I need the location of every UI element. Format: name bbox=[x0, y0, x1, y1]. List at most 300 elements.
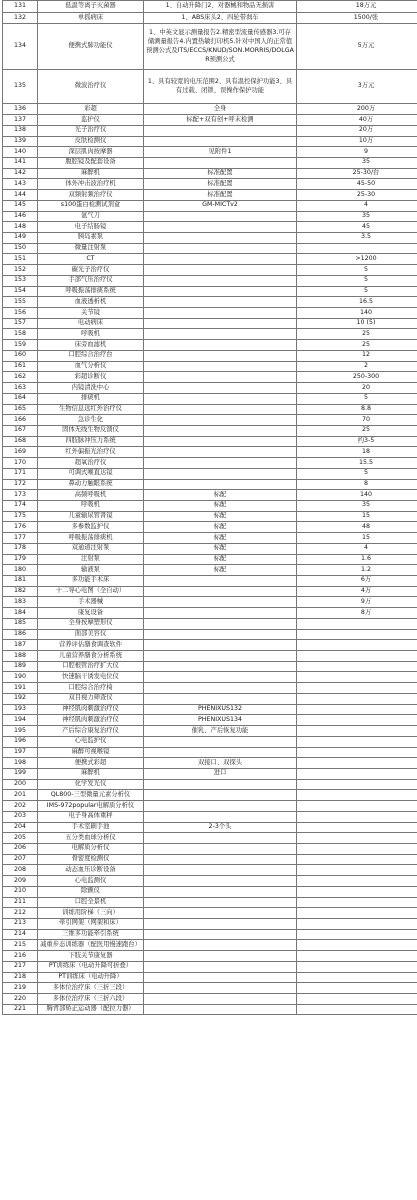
spec-cell bbox=[144, 994, 297, 1005]
table-row bbox=[3, 479, 417, 490]
row-number-cell: 153 bbox=[3, 275, 38, 286]
row-number-cell: 152 bbox=[3, 265, 38, 276]
spec-cell bbox=[144, 308, 297, 319]
row-number-cell: 164 bbox=[3, 393, 38, 404]
price-cell: 6万 bbox=[297, 576, 417, 587]
row-number-cell: 190 bbox=[3, 672, 38, 683]
equipment-name-cell: 呼吸机 bbox=[38, 500, 144, 511]
table-row bbox=[3, 136, 417, 147]
price-cell: 70 bbox=[297, 415, 417, 426]
spec-cell bbox=[144, 211, 297, 222]
spec-cell: 标准配置 bbox=[144, 168, 297, 179]
price-cell: 35 bbox=[297, 157, 417, 168]
row-number-cell: 202 bbox=[3, 801, 38, 812]
spec-cell bbox=[144, 479, 297, 490]
price-cell: 35 bbox=[297, 500, 417, 511]
spec-cell: 标配 bbox=[144, 554, 297, 565]
price-cell: 4 bbox=[297, 200, 417, 211]
price-cell: 18 bbox=[297, 447, 417, 458]
spec-cell bbox=[144, 651, 297, 662]
table-row bbox=[3, 147, 417, 158]
equipment-name-cell: 麻醉机 bbox=[38, 768, 144, 779]
spec-cell bbox=[144, 790, 297, 801]
spec-cell: 标配+双有创+呼末检测 bbox=[144, 115, 297, 126]
equipment-name-cell: 皮肤检测仪 bbox=[38, 136, 144, 147]
equipment-name-cell: 儿童营养膳食分析系统 bbox=[38, 651, 144, 662]
row-number-cell: 134 bbox=[3, 24, 38, 70]
row-number-cell: 181 bbox=[3, 576, 38, 587]
table-row bbox=[3, 683, 417, 694]
price-cell bbox=[297, 908, 417, 919]
equipment-name-cell: 牵引网架（网架和床） bbox=[38, 919, 144, 930]
price-cell bbox=[297, 961, 417, 972]
equipment-name-cell: 排痰机 bbox=[38, 393, 144, 404]
equipment-name-cell: 双目视力筛查仪 bbox=[38, 693, 144, 704]
equipment-name-cell: 快速脑干诱发电位仪 bbox=[38, 672, 144, 683]
table-row bbox=[3, 940, 417, 951]
table-row bbox=[3, 511, 417, 522]
equipment-name-cell: 体外冲击波治疗机 bbox=[38, 179, 144, 190]
spec-cell bbox=[144, 661, 297, 672]
equipment-name-cell: 关节镜 bbox=[38, 308, 144, 319]
equipment-name-cell: 十二导心电图（全自动） bbox=[38, 586, 144, 597]
spec-cell bbox=[144, 233, 297, 244]
price-cell: 140 bbox=[297, 490, 417, 501]
spec-cell bbox=[144, 436, 297, 447]
price-cell: 1.6 bbox=[297, 554, 417, 565]
equipment-name-cell: 产后综合康复治疗仪 bbox=[38, 726, 144, 737]
price-cell bbox=[297, 693, 417, 704]
equipment-name-cell: 微量注射泵 bbox=[38, 243, 144, 254]
row-number-cell: 180 bbox=[3, 565, 38, 576]
row-number-cell: 131 bbox=[3, 1, 38, 13]
price-cell: 18万元 bbox=[297, 1, 417, 13]
equipment-name-cell: 多参数监护仪 bbox=[38, 522, 144, 533]
row-number-cell: 132 bbox=[3, 13, 38, 24]
equipment-name-cell: 四肢脉冲压力系统 bbox=[38, 436, 144, 447]
row-number-cell: 217 bbox=[3, 961, 38, 972]
row-number-cell: 171 bbox=[3, 468, 38, 479]
row-number-cell: 138 bbox=[3, 125, 38, 136]
equipment-name-cell: 注射泵 bbox=[38, 554, 144, 565]
spec-cell bbox=[144, 908, 297, 919]
equipment-name-cell: s100蛋白检测试剂盒 bbox=[38, 200, 144, 211]
spec-cell bbox=[144, 640, 297, 651]
price-cell: 25 bbox=[297, 340, 417, 351]
row-number-cell: 215 bbox=[3, 940, 38, 951]
spec-cell: 标配 bbox=[144, 500, 297, 511]
price-cell: 5 bbox=[297, 468, 417, 479]
spec-cell bbox=[144, 458, 297, 469]
table-row bbox=[3, 522, 417, 533]
equipment-name-cell: 血液透析机 bbox=[38, 297, 144, 308]
equipment-table bbox=[2, 0, 417, 1015]
price-cell bbox=[297, 886, 417, 897]
row-number-cell: 195 bbox=[3, 726, 38, 737]
price-cell bbox=[297, 854, 417, 865]
spec-cell: 标配 bbox=[144, 543, 297, 554]
equipment-name-cell: 双通道注射泵 bbox=[38, 543, 144, 554]
row-number-cell: 210 bbox=[3, 886, 38, 897]
price-cell: 约3-5 bbox=[297, 436, 417, 447]
price-cell bbox=[297, 919, 417, 930]
table-row bbox=[3, 961, 417, 972]
spec-cell bbox=[144, 157, 297, 168]
equipment-name-cell: 手术室刷手池 bbox=[38, 822, 144, 833]
price-cell: 20 bbox=[297, 383, 417, 394]
table-row bbox=[3, 854, 417, 865]
equipment-name-cell: CT bbox=[38, 254, 144, 265]
price-cell: 5 bbox=[297, 393, 417, 404]
table-row bbox=[3, 640, 417, 651]
row-number-cell: 205 bbox=[3, 833, 38, 844]
table-row bbox=[3, 157, 417, 168]
table-row bbox=[3, 972, 417, 983]
table-row bbox=[3, 833, 417, 844]
table-row bbox=[3, 415, 417, 426]
table-row bbox=[3, 190, 417, 201]
equipment-name-cell: 监护仪 bbox=[38, 115, 144, 126]
row-number-cell: 221 bbox=[3, 1004, 38, 1015]
table-row bbox=[3, 811, 417, 822]
spec-cell bbox=[144, 608, 297, 619]
price-cell: 8 bbox=[297, 479, 417, 490]
price-cell bbox=[297, 768, 417, 779]
row-number-cell: 183 bbox=[3, 597, 38, 608]
table-row bbox=[3, 297, 417, 308]
row-number-cell: 168 bbox=[3, 436, 38, 447]
table-row bbox=[3, 672, 417, 683]
equipment-name-cell: 胰岛素泵 bbox=[38, 233, 144, 244]
row-number-cell: 206 bbox=[3, 843, 38, 854]
equipment-name-cell: 呼吸振荡排痰机 bbox=[38, 533, 144, 544]
equipment-name-cell: 心电监测仪 bbox=[38, 876, 144, 887]
price-cell bbox=[297, 758, 417, 769]
spec-cell bbox=[144, 447, 297, 458]
price-cell: 4万 bbox=[297, 586, 417, 597]
spec-cell bbox=[144, 897, 297, 908]
table-row bbox=[3, 265, 417, 276]
price-cell: 140 bbox=[297, 308, 417, 319]
equipment-name-cell: 腹腔镜及配套设备 bbox=[38, 157, 144, 168]
row-number-cell: 197 bbox=[3, 747, 38, 758]
spec-cell: 催乳、产后恢复功能 bbox=[144, 726, 297, 737]
price-cell bbox=[297, 736, 417, 747]
table-row bbox=[3, 404, 417, 415]
equipment-name-cell: 便携式肺功能仪 bbox=[38, 24, 144, 70]
row-number-cell: 194 bbox=[3, 715, 38, 726]
spec-cell: 双接口、双探头 bbox=[144, 758, 297, 769]
spec-cell: 2-3个头 bbox=[144, 822, 297, 833]
table-row bbox=[3, 586, 417, 597]
equipment-name-cell: 全身按摩塑形仪 bbox=[38, 618, 144, 629]
price-cell: 8万 bbox=[297, 608, 417, 619]
equipment-name-cell: 光子治疗仪 bbox=[38, 125, 144, 136]
equipment-name-cell: 口腔综合治疗台 bbox=[38, 350, 144, 361]
price-cell bbox=[297, 972, 417, 983]
spec-cell bbox=[144, 254, 297, 265]
spec-cell bbox=[144, 275, 297, 286]
row-number-cell: 174 bbox=[3, 500, 38, 511]
row-number-cell: 173 bbox=[3, 490, 38, 501]
equipment-name-cell: IMS-972popular电解质分析仪 bbox=[38, 801, 144, 812]
spec-cell bbox=[144, 222, 297, 233]
equipment-name-cell: 口腔根管治疗扩大仪 bbox=[38, 661, 144, 672]
row-number-cell: 178 bbox=[3, 543, 38, 554]
price-cell bbox=[297, 951, 417, 962]
spec-cell bbox=[144, 629, 297, 640]
price-cell: 40万 bbox=[297, 115, 417, 126]
price-cell: 250-300 bbox=[297, 372, 417, 383]
spec-cell bbox=[144, 683, 297, 694]
price-cell bbox=[297, 940, 417, 951]
row-number-cell: 140 bbox=[3, 147, 38, 158]
row-number-cell: 170 bbox=[3, 458, 38, 469]
row-number-cell: 144 bbox=[3, 190, 38, 201]
table-row bbox=[3, 704, 417, 715]
price-cell bbox=[297, 865, 417, 876]
table-row bbox=[3, 125, 417, 136]
spec-cell: 全身 bbox=[144, 104, 297, 115]
table-row bbox=[3, 608, 417, 619]
equipment-name-cell: 单摇病床 bbox=[38, 13, 144, 24]
equipment-name-cell: 胸背部矫正运动器（配拉力器） bbox=[38, 1004, 144, 1015]
price-cell: 48 bbox=[297, 522, 417, 533]
row-number-cell: 141 bbox=[3, 157, 38, 168]
price-cell bbox=[297, 683, 417, 694]
table-row bbox=[3, 436, 417, 447]
row-number-cell: 142 bbox=[3, 168, 38, 179]
row-number-cell: 208 bbox=[3, 865, 38, 876]
table-row bbox=[3, 318, 417, 329]
price-cell: 25 bbox=[297, 329, 417, 340]
row-number-cell: 218 bbox=[3, 972, 38, 983]
spec-cell bbox=[144, 779, 297, 790]
table-row bbox=[3, 629, 417, 640]
equipment-name-cell: 输液泵 bbox=[38, 565, 144, 576]
row-number-cell: 214 bbox=[3, 929, 38, 940]
spec-cell bbox=[144, 340, 297, 351]
table-row bbox=[3, 329, 417, 340]
row-number-cell: 156 bbox=[3, 308, 38, 319]
row-number-cell: 220 bbox=[3, 994, 38, 1005]
price-cell: 8.8 bbox=[297, 404, 417, 415]
price-cell: 35 bbox=[297, 211, 417, 222]
spec-cell bbox=[144, 265, 297, 276]
spec-cell: 标配 bbox=[144, 533, 297, 544]
price-cell: 3.5 bbox=[297, 233, 417, 244]
row-number-cell: 211 bbox=[3, 897, 38, 908]
equipment-name-cell: 多功能手术床 bbox=[38, 576, 144, 587]
table-row bbox=[3, 254, 417, 265]
row-number-cell: 188 bbox=[3, 651, 38, 662]
table-row bbox=[3, 275, 417, 286]
table-row bbox=[3, 908, 417, 919]
equipment-name-cell: 麻醉机 bbox=[38, 168, 144, 179]
table-row bbox=[3, 661, 417, 672]
equipment-name-cell: 电动病床 bbox=[38, 318, 144, 329]
spec-cell bbox=[144, 865, 297, 876]
table-row bbox=[3, 790, 417, 801]
spec-cell: PHENIXUS134 bbox=[144, 715, 297, 726]
row-number-cell: 160 bbox=[3, 350, 38, 361]
price-cell: 1500/张 bbox=[297, 13, 417, 24]
price-cell: 10万 bbox=[297, 136, 417, 147]
equipment-name-cell: 内镜清洗中心 bbox=[38, 383, 144, 394]
price-cell bbox=[297, 790, 417, 801]
table-row bbox=[3, 115, 417, 126]
price-cell bbox=[297, 618, 417, 629]
equipment-name-cell: 口腔综合治疗椅 bbox=[38, 683, 144, 694]
price-cell bbox=[297, 843, 417, 854]
table-row bbox=[3, 308, 417, 319]
price-cell: 9 bbox=[297, 147, 417, 158]
table-row bbox=[3, 533, 417, 544]
price-cell: 200万 bbox=[297, 104, 417, 115]
equipment-name-cell: 氩气刀 bbox=[38, 211, 144, 222]
table-row bbox=[3, 801, 417, 812]
price-cell: 12 bbox=[297, 350, 417, 361]
table-row bbox=[3, 768, 417, 779]
row-number-cell: 150 bbox=[3, 243, 38, 254]
table-row bbox=[3, 1, 417, 13]
row-number-cell: 175 bbox=[3, 511, 38, 522]
table-row bbox=[3, 726, 417, 737]
equipment-name-cell: 多体位治疗床（三折三段） bbox=[38, 983, 144, 994]
table-row bbox=[3, 565, 417, 576]
price-cell bbox=[297, 929, 417, 940]
equipment-name-cell: 床旁血滤机 bbox=[38, 340, 144, 351]
price-cell: 5 bbox=[297, 275, 417, 286]
spec-cell bbox=[144, 983, 297, 994]
row-number-cell: 216 bbox=[3, 951, 38, 962]
row-number-cell: 203 bbox=[3, 811, 38, 822]
table-row bbox=[3, 886, 417, 897]
table-row bbox=[3, 211, 417, 222]
table-row bbox=[3, 897, 417, 908]
spec-cell: 标配 bbox=[144, 522, 297, 533]
equipment-name-cell: 彩超诊断仪 bbox=[38, 372, 144, 383]
equipment-name-cell: 鼻动力触眼系统 bbox=[38, 479, 144, 490]
table-row bbox=[3, 500, 417, 511]
equipment-name-cell: 血气分析仪 bbox=[38, 361, 144, 372]
equipment-name-cell: 固体无线生物反馈仪 bbox=[38, 425, 144, 436]
price-cell bbox=[297, 715, 417, 726]
spec-cell bbox=[144, 125, 297, 136]
row-number-cell: 212 bbox=[3, 908, 38, 919]
table-row bbox=[3, 651, 417, 662]
spec-cell: GM-MICTv2 bbox=[144, 200, 297, 211]
equipment-name-cell: 手部气压治疗仪 bbox=[38, 275, 144, 286]
spec-cell bbox=[144, 425, 297, 436]
equipment-name-cell: 深层肌肉按摩器 bbox=[38, 147, 144, 158]
spec-cell bbox=[144, 747, 297, 758]
row-number-cell: 198 bbox=[3, 758, 38, 769]
price-cell bbox=[297, 243, 417, 254]
table-row bbox=[3, 779, 417, 790]
price-cell bbox=[297, 876, 417, 887]
table-row bbox=[3, 104, 417, 115]
spec-cell bbox=[144, 329, 297, 340]
row-number-cell: 146 bbox=[3, 211, 38, 222]
equipment-name-cell: 生物信息远红外治疗仪 bbox=[38, 404, 144, 415]
row-number-cell: 187 bbox=[3, 640, 38, 651]
equipment-name-cell: 呼吸机 bbox=[38, 329, 144, 340]
table-row bbox=[3, 865, 417, 876]
spec-cell bbox=[144, 586, 297, 597]
spec-cell: 1、自动升降门2、对器械和物品无损害 bbox=[144, 1, 297, 13]
row-number-cell: 201 bbox=[3, 790, 38, 801]
equipment-name-cell: 心电监护仪 bbox=[38, 736, 144, 747]
row-number-cell: 166 bbox=[3, 415, 38, 426]
spec-cell bbox=[144, 736, 297, 747]
row-number-cell: 158 bbox=[3, 329, 38, 340]
equipment-name-cell: 双频射频治疗仪 bbox=[38, 190, 144, 201]
spec-cell bbox=[144, 576, 297, 587]
spec-cell bbox=[144, 318, 297, 329]
table-row bbox=[3, 994, 417, 1005]
spec-cell: 见附件1 bbox=[144, 147, 297, 158]
price-cell bbox=[297, 822, 417, 833]
spec-cell bbox=[144, 693, 297, 704]
row-number-cell: 172 bbox=[3, 479, 38, 490]
spec-cell bbox=[144, 372, 297, 383]
table-row bbox=[3, 715, 417, 726]
table-row bbox=[3, 693, 417, 704]
price-cell: 16.5 bbox=[297, 297, 417, 308]
price-cell bbox=[297, 983, 417, 994]
table-row bbox=[3, 554, 417, 565]
table-row bbox=[3, 447, 417, 458]
spec-cell bbox=[144, 929, 297, 940]
row-number-cell: 182 bbox=[3, 586, 38, 597]
spec-cell bbox=[144, 801, 297, 812]
table-row bbox=[3, 372, 417, 383]
equipment-name-cell: 可调式喉直达镜 bbox=[38, 468, 144, 479]
spec-cell bbox=[144, 415, 297, 426]
price-cell: 10 (5) bbox=[297, 318, 417, 329]
row-number-cell: 148 bbox=[3, 222, 38, 233]
equipment-name-cell: 电解质分析仪 bbox=[38, 843, 144, 854]
row-number-cell: 219 bbox=[3, 983, 38, 994]
table-row bbox=[3, 468, 417, 479]
table-row bbox=[3, 179, 417, 190]
table-row bbox=[3, 758, 417, 769]
table-row bbox=[3, 13, 417, 24]
price-cell: 2 bbox=[297, 361, 417, 372]
row-number-cell: 204 bbox=[3, 822, 38, 833]
row-number-cell: 155 bbox=[3, 297, 38, 308]
price-cell bbox=[297, 640, 417, 651]
spec-cell: 标配 bbox=[144, 565, 297, 576]
spec-cell: PHENIXUS132 bbox=[144, 704, 297, 715]
row-number-cell: 139 bbox=[3, 136, 38, 147]
price-cell: 15 bbox=[297, 533, 417, 544]
spec-cell: 标准配置 bbox=[144, 190, 297, 201]
spec-cell bbox=[144, 886, 297, 897]
table-row bbox=[3, 222, 417, 233]
row-number-cell: 199 bbox=[3, 768, 38, 779]
price-cell: 25 bbox=[297, 425, 417, 436]
table-row bbox=[3, 983, 417, 994]
price-cell bbox=[297, 661, 417, 672]
row-number-cell: 137 bbox=[3, 115, 38, 126]
row-number-cell: 196 bbox=[3, 736, 38, 747]
price-cell bbox=[297, 726, 417, 737]
equipment-name-cell: 红外偏振光治疗仪 bbox=[38, 447, 144, 458]
price-cell bbox=[297, 833, 417, 844]
row-number-cell: 135 bbox=[3, 70, 38, 104]
